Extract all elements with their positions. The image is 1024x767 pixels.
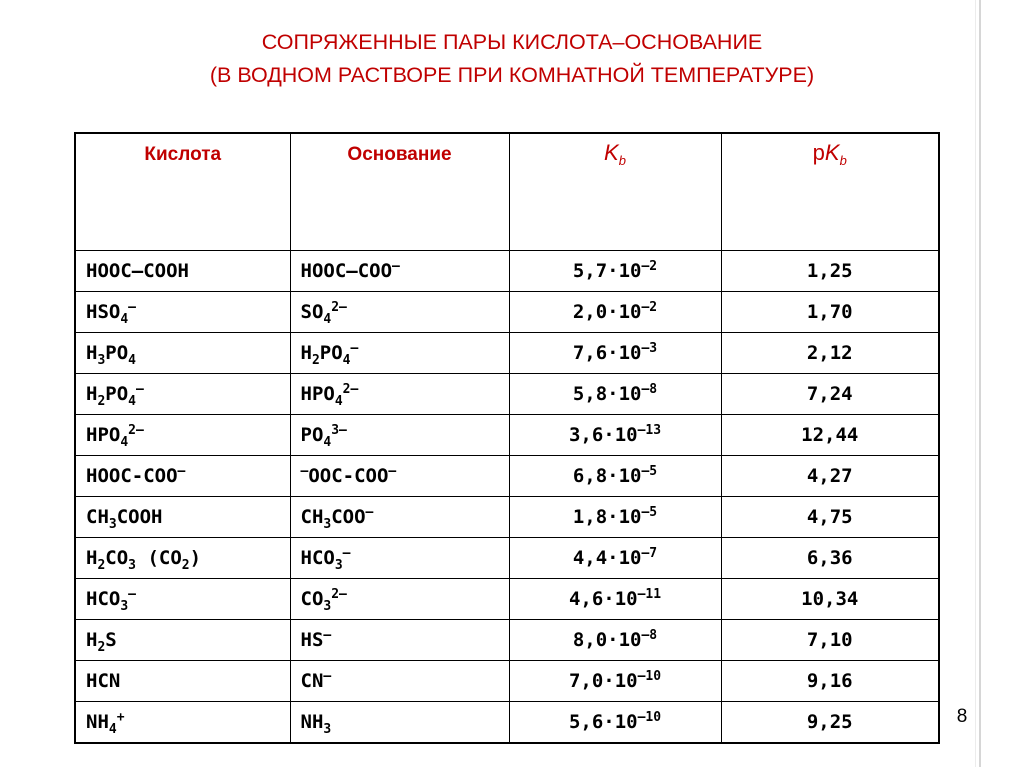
- acid-cell: [75, 661, 290, 702]
- subscript: 3: [120, 599, 129, 614]
- formula-text: HPO: [300, 383, 335, 405]
- formula-text: HPO: [86, 424, 121, 446]
- subscript: 3: [334, 558, 343, 573]
- slide-edge-rule: [979, 0, 981, 767]
- superscript: –: [350, 341, 359, 356]
- table-row: [75, 292, 939, 333]
- base-cell: [290, 415, 509, 456]
- formula-text: HS: [300, 629, 324, 651]
- header-pkb-symbol: K: [824, 140, 840, 165]
- kb-cell: [509, 292, 721, 333]
- formula-text: H: [86, 547, 98, 569]
- formula-text: HCN: [86, 670, 121, 692]
- formula-text: HCO: [300, 547, 335, 569]
- base-cell: [290, 251, 509, 292]
- acid-cell: [75, 251, 290, 292]
- superscript: –: [128, 587, 136, 602]
- formula-text: CH: [300, 506, 324, 528]
- superscript: –13: [637, 423, 662, 438]
- formula-text: 1,8·10: [572, 506, 642, 528]
- formula-text: 7,6·10: [572, 342, 642, 364]
- formula-text: 5,8·10: [572, 383, 642, 405]
- subscript: 2: [311, 353, 320, 368]
- superscript: –: [323, 628, 332, 643]
- superscript: –: [342, 546, 351, 561]
- formula-text: HOOC-COO: [86, 465, 178, 487]
- kb-cell: [509, 497, 721, 538]
- formula-text: 7,0·10: [568, 670, 638, 692]
- base-cell: [290, 497, 509, 538]
- subscript: 2: [97, 394, 106, 409]
- acid-cell: [75, 333, 290, 374]
- formula-text: CH: [86, 506, 109, 528]
- superscript: –11: [637, 587, 662, 602]
- subscript: 3: [108, 517, 117, 532]
- formula-text: NH: [300, 711, 324, 733]
- acid-cell: [75, 579, 290, 620]
- table-row: [75, 415, 939, 456]
- pkb-cell: 2,12: [721, 333, 939, 374]
- kb-cell: [509, 251, 721, 292]
- formula-text: H: [86, 629, 98, 651]
- kb-cell: [509, 661, 721, 702]
- formula-text: PO: [300, 424, 324, 446]
- formula-text: CN: [300, 670, 324, 692]
- formula-text: COO: [331, 506, 366, 528]
- header-pkb: [721, 133, 939, 251]
- acid-cell: [75, 415, 290, 456]
- superscript: 2–: [331, 300, 347, 315]
- formula-text: 5,6·10: [568, 711, 638, 733]
- superscript: 2–: [128, 423, 144, 438]
- subscript: 2: [181, 558, 190, 573]
- table-row: [75, 661, 939, 702]
- kb-cell: [509, 333, 721, 374]
- acid-cell: [75, 620, 290, 661]
- formula-text: SO: [300, 301, 324, 323]
- header-pkb-subscript: b: [839, 153, 847, 168]
- superscript: –5: [641, 505, 658, 520]
- superscript: –: [323, 669, 332, 684]
- superscript: –: [136, 382, 144, 397]
- formula-text: H: [300, 342, 312, 364]
- formula-text: (CO: [136, 547, 182, 569]
- formula-text: S: [105, 629, 117, 651]
- superscript: –: [392, 259, 400, 274]
- acid-cell: [75, 292, 290, 333]
- superscript: –: [365, 505, 374, 520]
- base-cell: [290, 620, 509, 661]
- subscript: 4: [120, 312, 129, 327]
- base-cell: [290, 374, 509, 415]
- table-header: [75, 133, 939, 251]
- formula-text: PO: [105, 383, 129, 405]
- formula-text: 3,6·10: [568, 424, 638, 446]
- slide-title: [0, 26, 1024, 92]
- header-kb-subscript: b: [618, 153, 626, 168]
- subscript: 4: [120, 435, 129, 450]
- header-pkb-prefix: p: [812, 140, 825, 165]
- subscript: 3: [97, 353, 106, 368]
- slide-title-line-1: СОПРЯЖЕННЫЕ ПАРЫ КИСЛОТА–ОСНОВАНИЕ: [261, 30, 763, 54]
- table-row: [75, 538, 939, 579]
- table-row: [75, 374, 939, 415]
- formula-text: 8,0·10: [572, 629, 642, 651]
- pkb-cell: 6,36: [721, 538, 939, 579]
- kb-cell: [509, 538, 721, 579]
- subscript: 4: [108, 722, 117, 737]
- superscript: 2–: [331, 587, 347, 602]
- kb-cell: [509, 702, 721, 744]
- subscript: 3: [128, 558, 136, 573]
- subscript: 4: [128, 353, 136, 368]
- kb-cell: [509, 415, 721, 456]
- formula-text: HSO: [86, 301, 121, 323]
- formula-text: HCO: [86, 588, 121, 610]
- formula-text: H: [86, 383, 98, 405]
- table-row: [75, 251, 939, 292]
- kb-cell: [509, 579, 721, 620]
- subscript: 4: [323, 435, 332, 450]
- formula-text: CO: [105, 547, 129, 569]
- table-row: [75, 620, 939, 661]
- superscript: 2–: [342, 382, 359, 397]
- subscript: 2: [97, 640, 106, 655]
- pkb-cell: 1,25: [721, 251, 939, 292]
- acid-base-pairs-table: [74, 132, 940, 744]
- superscript: –: [177, 464, 186, 479]
- kb-cell: [509, 620, 721, 661]
- formula-text: HOOC–COOH: [86, 260, 189, 282]
- formula-text: CO: [300, 588, 324, 610]
- formula-text: PO: [319, 342, 343, 364]
- formula-text: H: [86, 342, 98, 364]
- base-cell: [290, 661, 509, 702]
- formula-text: PO: [105, 342, 129, 364]
- pkb-cell: 4,27: [721, 456, 939, 497]
- header-row: [75, 133, 939, 251]
- pkb-cell: 7,24: [721, 374, 939, 415]
- pkb-cell: 7,10: [721, 620, 939, 661]
- slide-title-line-2: (В ВОДНОМ РАСТВОРЕ ПРИ КОМНАТНОЙ ТЕМПЕРАТУРЕ): [209, 63, 815, 87]
- formula-text: 2,0·10: [572, 301, 642, 323]
- pkb-cell: 9,25: [721, 702, 939, 744]
- base-cell: [290, 579, 509, 620]
- formula-text: 5,7·10: [572, 260, 642, 282]
- base-cell: [290, 292, 509, 333]
- table-row: [75, 702, 939, 744]
- subscript: 3: [323, 599, 332, 614]
- superscript: –2: [641, 259, 658, 274]
- kb-cell: [509, 456, 721, 497]
- superscript: –8: [641, 382, 658, 397]
- base-cell: [290, 538, 509, 579]
- header-kb-symbol: K: [604, 140, 619, 165]
- pkb-cell: 9,16: [721, 661, 939, 702]
- formula-text: COOH: [116, 506, 163, 528]
- pkb-cell: 1,70: [721, 292, 939, 333]
- superscript: –: [388, 464, 397, 479]
- kb-cell: [509, 374, 721, 415]
- formula-text: 4,4·10: [572, 547, 642, 569]
- base-cell: [290, 456, 509, 497]
- table-row: [75, 497, 939, 538]
- pkb-cell: 12,44: [721, 415, 939, 456]
- subscript: 3: [323, 722, 332, 737]
- header-acid: Кислота: [75, 133, 290, 251]
- table-row: [75, 456, 939, 497]
- superscript: –: [128, 300, 136, 315]
- formula-text: NH: [86, 711, 109, 733]
- table-body: [75, 251, 939, 744]
- superscript: 3–: [331, 423, 347, 438]
- acid-cell: [75, 702, 290, 744]
- acid-cell: [75, 456, 290, 497]
- subscript: 2: [97, 558, 106, 573]
- superscript: –2: [641, 300, 658, 315]
- table-row: [75, 333, 939, 374]
- pkb-cell: 4,75: [721, 497, 939, 538]
- table-row: [75, 579, 939, 620]
- superscript: –5: [641, 464, 658, 479]
- subscript: 4: [342, 353, 351, 368]
- formula-text: HOOC–COO: [300, 260, 393, 282]
- superscript: –10: [637, 669, 662, 684]
- acid-cell: [75, 538, 290, 579]
- superscript: –7: [641, 546, 658, 561]
- acid-cell: [75, 497, 290, 538]
- superscript: –: [300, 464, 309, 479]
- subscript: 3: [323, 517, 332, 532]
- pkb-cell: 10,34: [721, 579, 939, 620]
- superscript: –8: [641, 628, 658, 643]
- header-kb: [509, 133, 721, 251]
- formula-text: 6,8·10: [572, 465, 642, 487]
- formula-text: 4,6·10: [568, 588, 638, 610]
- subscript: 4: [128, 394, 136, 409]
- formula-text: ): [189, 547, 202, 569]
- superscript: –3: [641, 341, 658, 356]
- superscript: +: [116, 710, 125, 725]
- subscript: 4: [323, 312, 332, 327]
- base-cell: [290, 333, 509, 374]
- page-number: 8: [956, 706, 968, 727]
- base-cell: [290, 702, 509, 744]
- slide-edge-rule-light: [975, 0, 976, 767]
- subscript: 4: [334, 394, 343, 409]
- header-base: Основание: [290, 133, 509, 251]
- superscript: –10: [637, 710, 662, 725]
- acid-cell: [75, 374, 290, 415]
- formula-text: OOC-COO: [308, 465, 389, 487]
